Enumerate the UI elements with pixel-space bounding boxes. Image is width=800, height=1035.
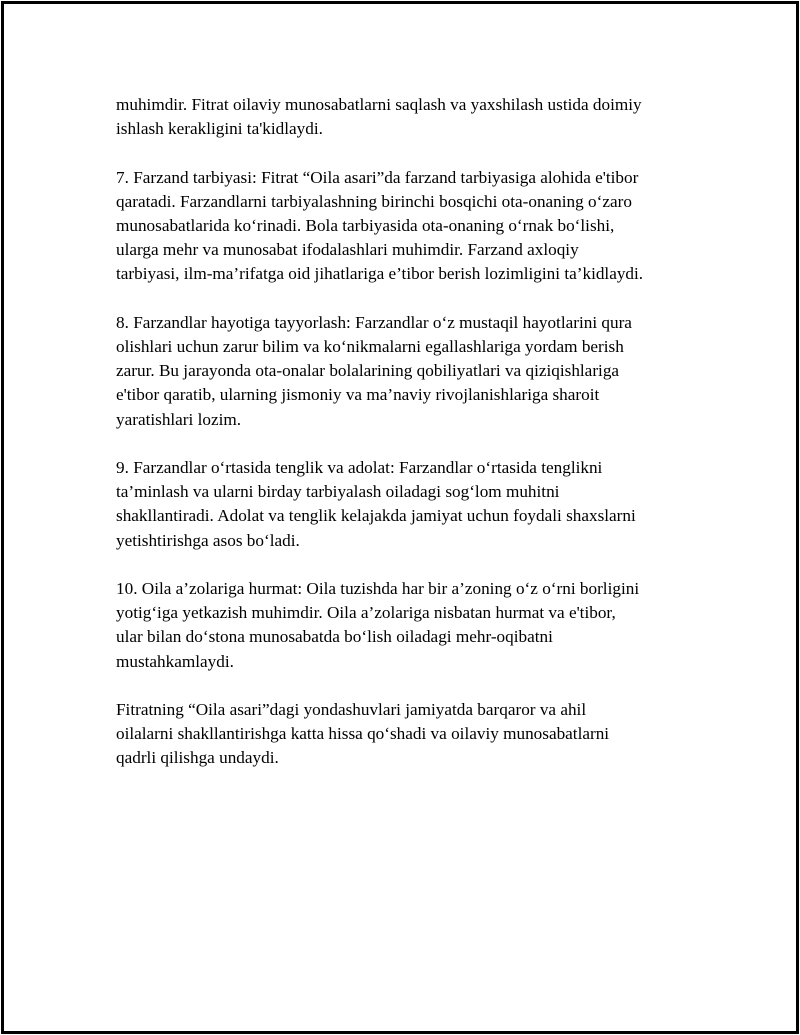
text-line: shakllantiradi. Adolat va tenglik kelajakda jamiyat uchun foydali shaxslarni bbox=[116, 506, 636, 526]
document-body bbox=[116, 93, 696, 795]
text-line: 8. Farzandlar hayotiga tayyorlash: Farzandlar o‘z mustaqil hayotlarini qura bbox=[116, 312, 632, 332]
text-line: 9. Farzandlar o‘rtasida tenglik va adolat: Farzandlar o‘rtasida tenglikni bbox=[116, 458, 603, 477]
paragraph-continuation bbox=[116, 93, 696, 141]
text-line: ular bilan do‘stona munosabatda bo‘lish oiladagi mehr-oqibatni bbox=[116, 627, 553, 647]
text-line: mustahkamlaydi. bbox=[116, 651, 234, 671]
text-line: Fitratning “Oila asari”dagi yondashuvlari jamiyatda barqaror va ahil bbox=[116, 700, 587, 719]
text-line: muhimdir. Fitrat oilaviy munosabatlarni saqlash va yaxshilash ustida doimiy bbox=[116, 95, 642, 114]
text-line: oilalarni shakllantirishga katta hissa qo‘shadi va oilaviy munosabatlarni bbox=[116, 724, 610, 744]
text-line: yaratishlari lozim. bbox=[116, 409, 242, 429]
paragraph-preparing-children bbox=[116, 311, 696, 432]
text-line: qadrli qilishga undaydi. bbox=[116, 748, 279, 768]
paragraph-conclusion bbox=[116, 698, 696, 771]
text-line: ularga mehr va munosabat ifodalashlari muhimdir. Farzand axloqiy bbox=[116, 240, 579, 260]
text-line: 7. Farzand tarbiyasi: Fitrat “Oila asari”da farzand tarbiyasiga alohida e'tibor bbox=[116, 167, 639, 187]
paragraph-family-respect bbox=[116, 577, 696, 674]
text-line: munosabatlarida ko‘rinadi. Bola tarbiyasida ota-onaning o‘rnak bo‘lishi, bbox=[116, 216, 615, 235]
text-line: e'tibor qaratib, ularning jismoniy va ma’naviy rivojlanishlariga sharoit bbox=[116, 385, 600, 405]
text-line: yotig‘iga yetkazish muhimdir. Oila a’zolariga nisbatan hurmat va e'tibor, bbox=[116, 603, 616, 623]
text-line: yetishtirishga asos bo‘ladi. bbox=[116, 530, 300, 550]
text-line: 10. Oila a’zolariga hurmat: Oila tuzishda har bir a’zoning o‘z o‘rni borligini bbox=[116, 579, 640, 598]
text-line: ta’minlash va ularni birday tarbiyalash oiladagi sog‘lom muhitni bbox=[116, 482, 560, 502]
text-line: tarbiyasi, ilm-ma’rifatga oid jihatlariga e’tibor berish lozimligini ta’kidlaydi. bbox=[116, 264, 644, 284]
paragraph-equality-justice bbox=[116, 456, 696, 553]
text-line: zarur. Bu jarayonda ota-onalar bolalarining qobiliyatlari va qiziqishlariga bbox=[116, 361, 620, 381]
text-line: qaratadi. Farzandlarni tarbiyalashning birinchi bosqichi ota-onaning o‘zaro bbox=[116, 191, 632, 211]
paragraph-child-upbringing bbox=[116, 166, 696, 287]
text-line: olishlari uchun zarur bilim va ko‘nikmalarni egallashlariga yordam berish bbox=[116, 337, 624, 356]
text-line: ishlash kerakligini ta'kidlaydi. bbox=[116, 119, 323, 139]
